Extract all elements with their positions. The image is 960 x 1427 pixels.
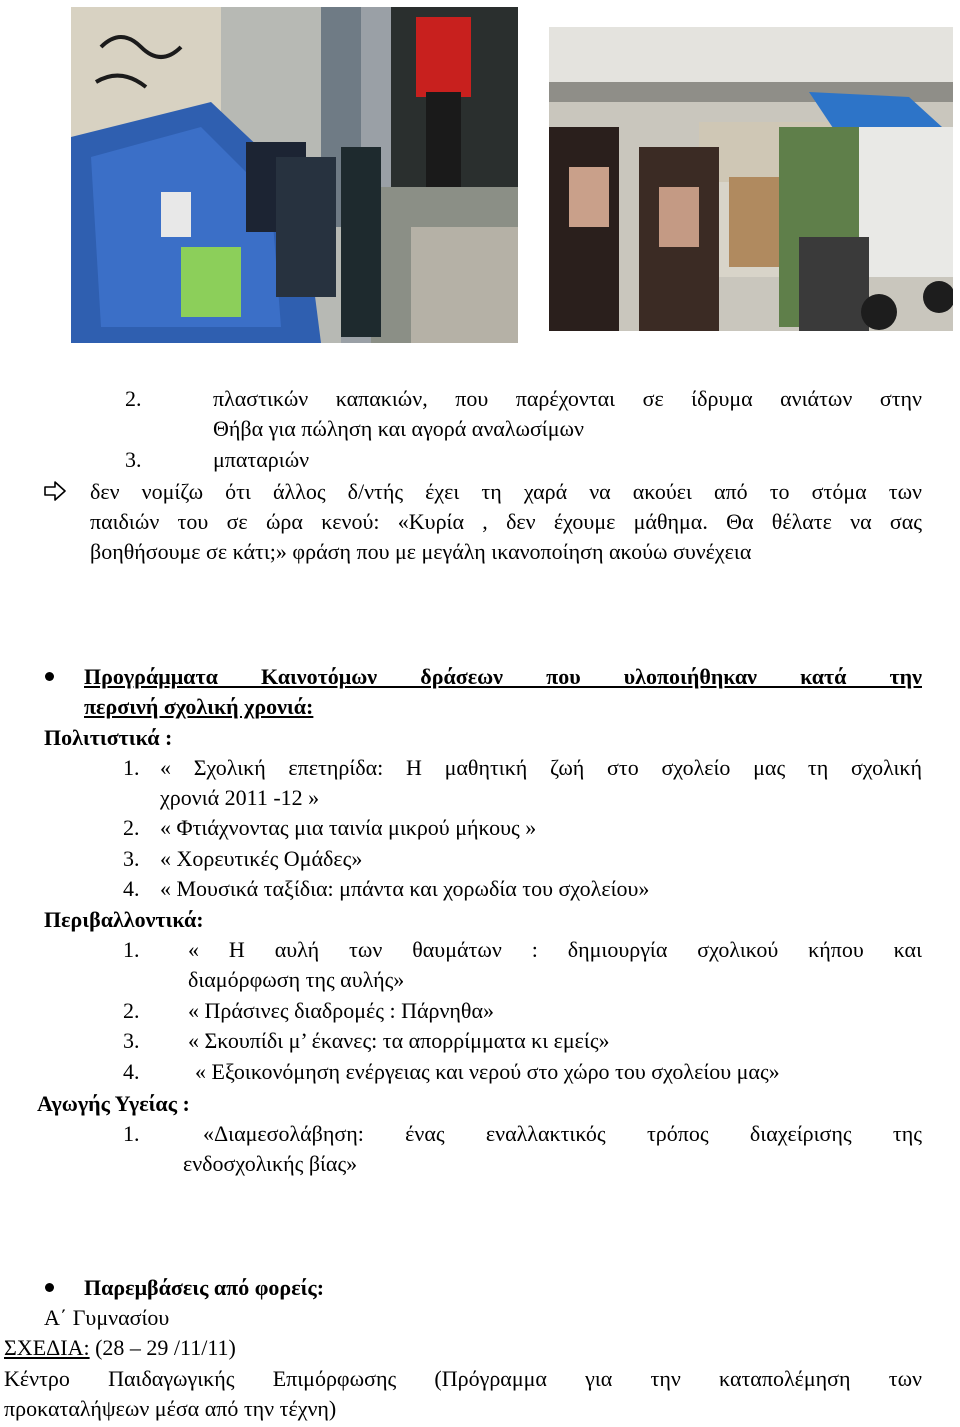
interventions-heading: Παρεμβάσεις από φορείς: [84,1275,325,1300]
list-number: 4. [123,876,140,901]
list-number: 1. [123,755,140,780]
list-number: 3. [123,1028,140,1053]
school-name: Α΄ Γυμνασίου [44,1305,170,1330]
photo-students-recycling-bin [71,7,518,343]
quote-paragraph-line: παιδιών του σε ώρα κενού: «Κυρία , δεν έχουμε μάθημα. Θα θέλατε να σας [90,509,922,534]
programs-heading: Προγράμματα Καινοτόμων δράσεων που υλοποιήθηκαν κατά την [84,664,922,689]
center-line-cont: προκαταλήψεων μέσα από την τέχνη) [4,1396,337,1421]
plans-line [4,1333,236,1363]
list-number: 2. [125,386,142,411]
bullet-icon [45,672,54,681]
plastic-caps-item-cont: Θήβα για πώληση και αγορά αναλωσίμων [213,416,584,441]
environmental-item: « Σκουπίδι μ’ έκανες: τα απορρίμματα κι εμείς» [188,1028,610,1053]
environmental-item: « Εξοικονόμηση ενέργειας και νερού στο χώρο του σχολείου μας» [195,1059,780,1084]
list-number: 4. [123,1059,140,1084]
health-item: «Διαμεσολάβηση: ένας εναλλακτικός τρόπος διαχείρισης της [203,1121,922,1146]
programs-heading-cont: περσινή σχολική χρονιά: [84,694,314,719]
bullet-icon [45,1283,54,1292]
cultural-heading: Πολιτιστικά : [44,725,173,750]
environmental-heading: Περιβαλλοντικά: [44,907,204,932]
quote-paragraph-line: δεν νομίζω ότι άλλος δ/ντής έχει τη χαρά να ακούει από το στόμα των [90,479,922,504]
plastic-caps-item: πλαστικών καπακιών, που παρέχονται σε ίδρυμα ανιάτων στην [213,386,922,411]
plans-dates: (28 – 29 /11/11) [89,1335,236,1360]
arrow-right-icon [44,481,66,501]
environmental-item-cont: διαμόρφωση της αυλής» [188,967,405,992]
list-number: 1. [123,937,140,962]
list-number: 3. [125,447,142,472]
health-item-cont: ενδοσχολικής βίας» [183,1151,358,1176]
environmental-item: « Η αυλή των θαυμάτων : δημιουργία σχολικού κήπου και [188,937,922,962]
center-line: Κέντρο Παιδαγωγικής Επιμόρφωσης (Πρόγραμμα για την καταπολέμηση των [4,1366,922,1391]
health-heading: Αγωγής Υγείας : [37,1091,190,1116]
photo-truck-recycling [549,27,953,331]
batteries-item: μπαταριών [213,447,310,472]
cultural-item: « Μουσικά ταξίδια: μπάντα και χορωδία του σχολείου» [160,876,650,901]
cultural-item: « Σχολική επετηρίδα: Η μαθητική ζωή στο σχολείο μας τη σχολική [160,755,922,780]
list-number: 1. [123,1121,140,1146]
environmental-item: « Πράσινες διαδρομές : Πάρνηθα» [188,998,494,1023]
quote-paragraph-line: βοηθήσουμε σε κάτι;» φράση που με μεγάλη ικανοποίηση ακούω συνέχεια [90,539,752,564]
cultural-item: « Χορευτικές Ομάδες» [160,846,363,871]
cultural-item-cont: χρονιά 2011 -12 » [160,785,320,810]
list-number: 2. [123,815,140,840]
list-number: 3. [123,846,140,871]
plans-label: ΣΧΕΔΙΑ: [4,1335,90,1360]
cultural-item: « Φτιάχνοντας μια ταινία μικρού μήκους » [160,815,537,840]
list-number: 2. [123,998,140,1023]
